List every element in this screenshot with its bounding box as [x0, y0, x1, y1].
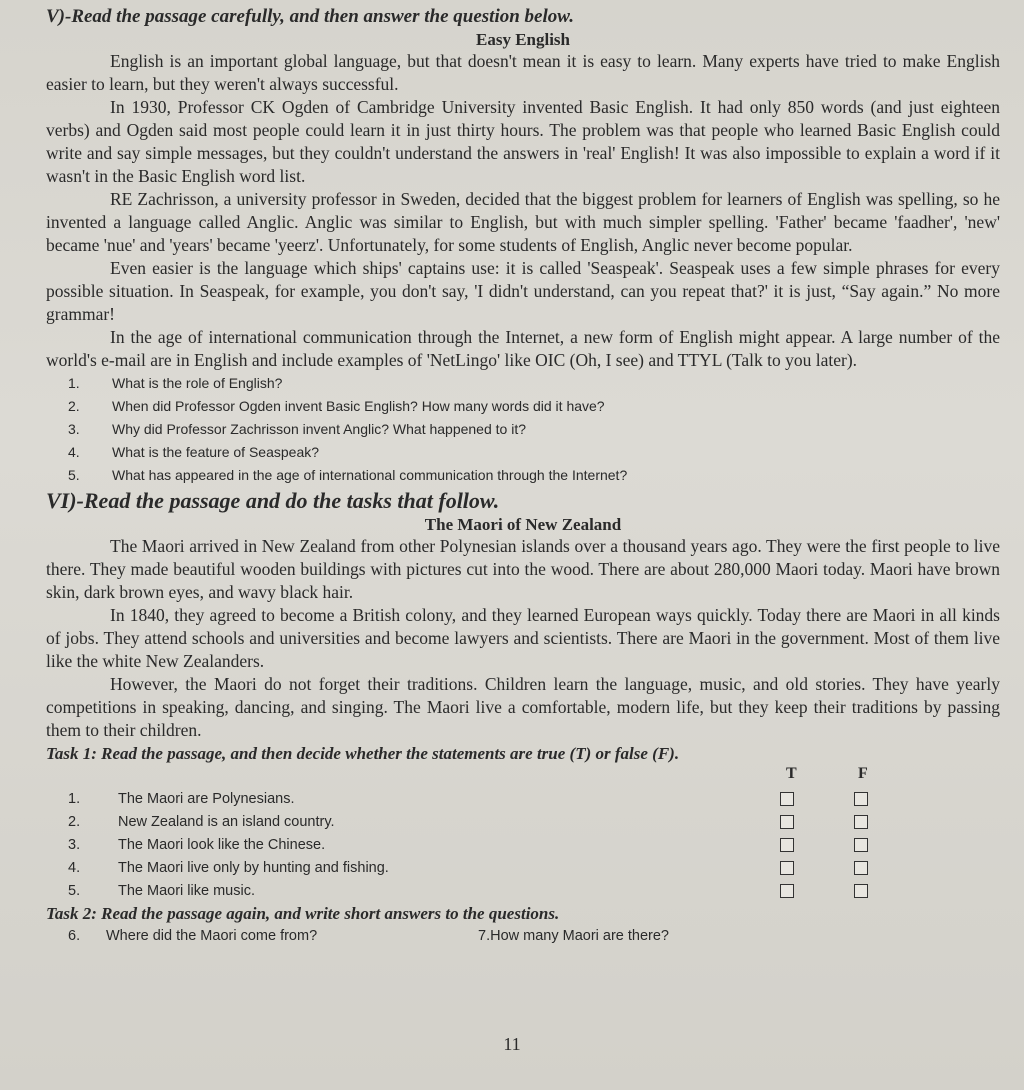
- question-text: Why did Professor Zachrisson invent Anglic? What happened to it?: [112, 421, 526, 437]
- statement-row: [46, 879, 1000, 902]
- true-checkbox[interactable]: [780, 838, 794, 852]
- statement-text: The Maori live only by hunting and fishing.: [118, 859, 389, 876]
- statement-text: The Maori like music.: [118, 882, 255, 899]
- statement-row: [46, 787, 1000, 810]
- false-column-label: F: [858, 765, 868, 782]
- section-5-heading: V)-Read the passage carefully, and then answer the question below.: [46, 6, 574, 27]
- task-1-heading: Task 1: Read the passage, and then decide whether the statements are true (T) or false (F).: [46, 744, 680, 763]
- passage-title-maori: The Maori of New Zealand: [424, 515, 622, 534]
- true-checkbox[interactable]: [780, 884, 794, 898]
- page-number: 11: [503, 1034, 521, 1054]
- true-false-table: [46, 765, 1000, 902]
- statement-text: The Maori look like the Chinese.: [118, 836, 326, 853]
- question-text: When did Professor Ogden invent Basic English? How many words did it have?: [112, 398, 605, 414]
- false-checkbox[interactable]: [854, 792, 868, 806]
- true-checkbox[interactable]: [780, 815, 794, 829]
- question-item: [68, 418, 1000, 441]
- question-number: 5.: [68, 467, 80, 483]
- question-6-text: Where did the Maori come from?: [106, 928, 318, 944]
- false-checkbox[interactable]: [854, 861, 868, 875]
- question-item: [68, 372, 1000, 395]
- statement-row: [46, 856, 1000, 879]
- true-checkbox[interactable]: [780, 861, 794, 875]
- section-6-heading: VI)-Read the passage and do the tasks that follow.: [46, 488, 500, 513]
- question-number: 1.: [68, 375, 80, 391]
- paragraph: In 1930, Professor CK Ogden of Cambridge University invented Basic English. It had only 850 words (and just eighteen verbs) and Ogden said most people could learn it in just thirty hours. The problem was that people who learned Basic English could write and say simple messages, but they couldn't understand the answers in 'real' English! It was also impossible to explain a word if it wasn't in the Basic English word list.: [46, 97, 1000, 186]
- question-text: What has appeared in the age of international communication through the Internet?: [112, 467, 628, 483]
- statement-text: New Zealand is an island country.: [118, 813, 335, 830]
- question-number: 4.: [68, 444, 80, 460]
- statement-number: 4.: [68, 859, 81, 876]
- question-text: What is the role of English?: [112, 375, 283, 391]
- statement-number: 2.: [68, 813, 81, 830]
- statement-number: 1.: [68, 790, 81, 807]
- passage-easy-english: [46, 50, 1000, 372]
- statement-number: 5.: [68, 882, 81, 899]
- paragraph: RE Zachrisson, a university professor in Sweden, decided that the biggest problem for learners of English was spelling, so he invented a language called Anglic. Anglic was similar to English, but with much simpler spelling. 'Father' became 'faadher', 'new' became 'nue' and 'years' became 'yeerz'. Unfortunately, for some students of English, Anglic never become popular.: [46, 189, 1000, 255]
- paragraph: In 1840, they agreed to become a British colony, and they learned European ways quickly. Today there are Maori in all kinds of jobs. They attend schools and universities and become lawyers and scientists. There are Maori in the government. Most of them live like the white New Zealanders.: [46, 605, 1000, 671]
- true-column-label: T: [786, 765, 797, 782]
- question-7-text: 7.How many Maori are there?: [478, 928, 669, 944]
- question-text: What is the feature of Seaspeak?: [112, 444, 320, 460]
- passage-title-easy-english: Easy English: [475, 30, 570, 49]
- question-number: 2.: [68, 398, 80, 414]
- true-checkbox[interactable]: [780, 792, 794, 806]
- paragraph: Even easier is the language which ships' captains use: it is called 'Seaspeak'. Seaspeak uses a few simple phrases for every possible situation. In Seaspeak, for example, you don't say, 'I didn't understand, can you repeat that?' it is just, “Say again.” No more grammar!: [46, 258, 1000, 324]
- statement-row: [46, 810, 1000, 833]
- paragraph: However, the Maori do not forget their traditions. Children learn the language, music, and old stories. They have yearly competitions in speaking, dancing, and singing. The Maori live a comfortable, modern life, but they keep their traditions by passing them to their children.: [46, 674, 1000, 740]
- statement-number: 3.: [68, 836, 81, 853]
- question-number: 3.: [68, 421, 80, 437]
- question-number: 6.: [68, 928, 81, 944]
- false-checkbox[interactable]: [854, 884, 868, 898]
- task-2-heading: Task 2: Read the passage again, and write short answers to the questions.: [46, 904, 560, 923]
- false-checkbox[interactable]: [854, 815, 868, 829]
- question-item: [68, 464, 1000, 487]
- paragraph: The Maori arrived in New Zealand from other Polynesian islands over a thousand years ago. They were the first people to live there. They made beautiful wooden buildings with pictures cut into the wood. There are about 280,000 Maori today. Maori have brown skin, dark brown eyes, and wavy black hair.: [46, 536, 1000, 602]
- statement-row: [46, 833, 1000, 856]
- false-checkbox[interactable]: [854, 838, 868, 852]
- statement-text: The Maori are Polynesians.: [118, 790, 295, 807]
- paragraph: English is an important global language, but that doesn't mean it is easy to learn. Many experts have tried to make English easier to learn, but they weren't always successful.: [46, 51, 1000, 94]
- section-5-questions: [46, 372, 1000, 487]
- paragraph: In the age of international communication through the Internet, a new form of English might appear. A large number of the world's e-mail are in English and include examples of 'NetLingo' like OIC (Oh, I see) and TTYL (Talk to you later).: [46, 327, 1000, 370]
- question-item: [68, 395, 1000, 418]
- short-answer-questions: [46, 925, 1000, 947]
- passage-maori: [46, 535, 1000, 742]
- question-item: [68, 441, 1000, 464]
